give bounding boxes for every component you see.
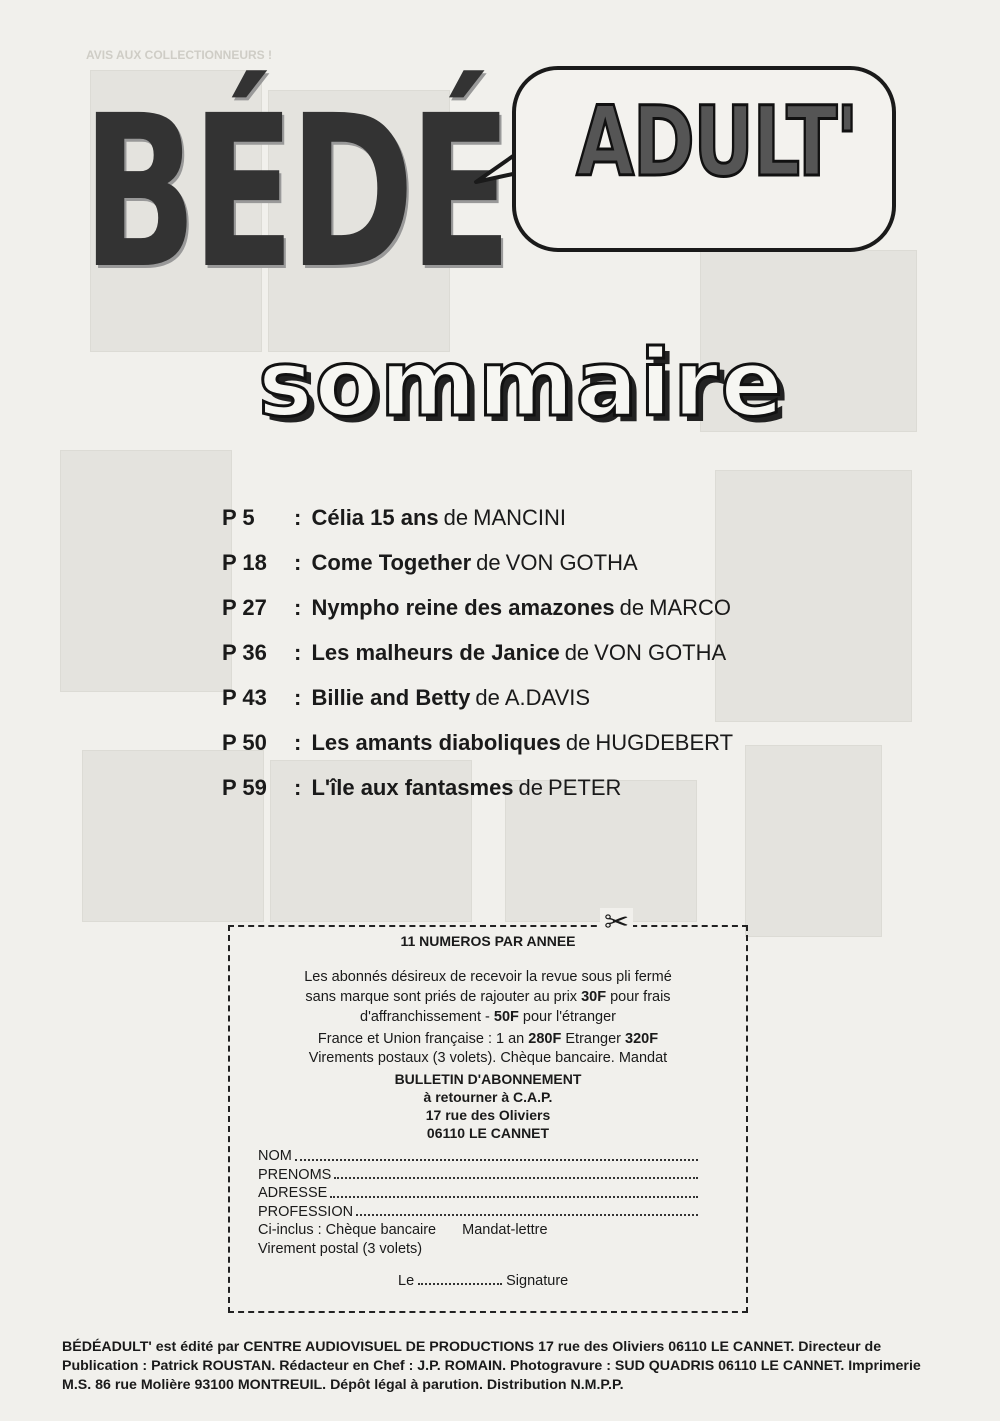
toc-title: Billie and Betty	[311, 685, 471, 710]
toc-title: Les amants diaboliques	[311, 730, 561, 755]
nom-field[interactable]	[295, 1147, 698, 1161]
option-mandat[interactable]: Mandat-lettre	[462, 1222, 548, 1238]
scissors-icon: ✂	[600, 908, 633, 938]
form-payment-options	[258, 1221, 698, 1240]
toc-author: A.DAVIS	[504, 685, 591, 710]
note-text: d'affranchissement -	[360, 1009, 490, 1025]
coupon-prices	[230, 1030, 746, 1068]
note-text: pour l'étranger	[522, 1009, 616, 1025]
toc-author: VON GOTHA	[505, 550, 638, 575]
subscription-coupon	[228, 925, 748, 1313]
toc-author: MARCO	[649, 595, 732, 620]
toc-page-number: P 59	[222, 775, 267, 800]
option-cheque[interactable]: Ci-inclus : Chèque bancaire	[258, 1222, 437, 1238]
bulletin-line: 06110 LE CANNET	[426, 1125, 550, 1141]
payment-methods: Virements postaux (3 volets). Chèque bancaire. Mandat	[308, 1050, 668, 1066]
note-text: pour frais	[610, 989, 671, 1005]
bulletin-address	[230, 1070, 746, 1142]
toc-entry: P 43 : Billie and Betty de A.DAVIS	[222, 675, 862, 720]
price-label: France et Union française : 1 an	[317, 1031, 525, 1047]
toc-de: de	[619, 595, 645, 620]
toc-de: de	[518, 775, 544, 800]
toc-de: de	[443, 505, 469, 530]
toc-de: de	[475, 685, 500, 710]
bulletin-line: à retourner à C.A.P.	[423, 1089, 553, 1105]
coupon-shipping-note	[230, 967, 746, 1027]
toc-page-number: P 43	[222, 685, 267, 710]
toc-entry: P 50 : Les amants diaboliques de HUGDEBERT	[222, 720, 862, 765]
toc-de: de	[565, 730, 591, 755]
ghost-collectors-notice: AVIS AUX COLLECTIONNEURS !	[86, 48, 273, 62]
toc-entry: P 5 : Célia 15 ans de MANCINI	[222, 495, 862, 540]
form-label: PRENOMS	[258, 1166, 332, 1183]
toc-title: Les malheurs de Janice	[311, 640, 560, 665]
signature-label: Signature	[506, 1273, 569, 1289]
publisher-imprint: BÉDÉADULT' est édité par CENTRE AUDIOVISUEL DE PRODUCTIONS 17 rue des Oliviers 06110 LE CANNET. Directeur de Publication : Patrick ROUSTAN. Rédacteur en Chef : J.P. ROMAIN. Photogravure : SUD QUADRIS 06110 LE CANNET. Imprimerie M.S. 86 rue Molière 93100 MONTREUIL. Dépôt légal à parution. Distribution N.M.P.P.	[62, 1339, 921, 1393]
ghost-panel	[60, 450, 232, 692]
date-label: Le	[398, 1273, 415, 1289]
price-france: 280F	[528, 1031, 562, 1047]
toc-page-number: P 50	[222, 730, 267, 755]
toc-entry: P 18 : Come Together de VON GOTHA	[222, 540, 862, 585]
toc-entry: P 59 : L'île aux fantasmes de PETER	[222, 765, 862, 810]
toc-page-number: P 27	[222, 595, 267, 620]
date-field[interactable]	[418, 1283, 502, 1285]
note-line: Les abonnés désireux de recevoir la revue sous pli fermé	[304, 969, 672, 985]
toc-title: L'île aux fantasmes	[311, 775, 514, 800]
signature-line	[398, 1273, 568, 1289]
form-row-nom	[258, 1147, 698, 1166]
toc-de: de	[564, 640, 590, 665]
profession-field[interactable]	[356, 1203, 698, 1217]
toc-author: VON GOTHA	[594, 640, 727, 665]
toc-entry: P 36 : Les malheurs de Janice de VON GOTHA	[222, 630, 862, 675]
toc-author: MANCINI	[473, 505, 567, 530]
price-foreign-postage: 50F	[493, 1009, 519, 1025]
form-label: PROFESSION	[258, 1203, 354, 1220]
toc-author: HUGDEBERT	[595, 730, 734, 755]
form-row-adresse	[258, 1184, 698, 1203]
table-of-contents	[222, 495, 862, 810]
price-abroad: 320F	[625, 1031, 659, 1047]
coupon-header: 11 NUMEROS PAR ANNEE	[400, 933, 576, 949]
form-row-prenoms	[258, 1166, 698, 1185]
adresse-field[interactable]	[330, 1184, 698, 1198]
form-row-profession	[258, 1203, 698, 1222]
logo-bede: BÉDÉ	[82, 70, 507, 315]
toc-page-number: P 36	[222, 640, 267, 665]
bulletin-line: BULLETIN D'ABONNEMENT	[394, 1071, 582, 1087]
form-label: ADRESSE	[258, 1185, 328, 1201]
note-text: sans marque sont priés de rajouter au prix	[305, 989, 578, 1005]
subscription-form	[258, 1147, 698, 1258]
price-sealed: 30F	[581, 989, 607, 1005]
logo-adult: ADULT'	[576, 86, 858, 198]
price-label: Etranger	[565, 1031, 621, 1047]
toc-author: PETER	[548, 775, 622, 800]
toc-title: Célia 15 ans	[311, 505, 439, 530]
bulletin-line: 17 rue des Oliviers	[425, 1107, 551, 1123]
page-title: sommaire	[258, 330, 786, 437]
toc-title: Come Together	[311, 550, 472, 575]
toc-de: de	[476, 550, 501, 575]
toc-entry: P 27 : Nympho reine des amazones de MARCO	[222, 585, 862, 630]
toc-title: Nympho reine des amazones	[311, 595, 615, 620]
form-label: NOM	[258, 1148, 292, 1164]
option-virement[interactable]: Virement postal (3 volets)	[258, 1240, 423, 1257]
toc-page-number: P 18	[222, 550, 267, 575]
toc-page-number: P 5	[222, 505, 255, 530]
prenoms-field[interactable]	[334, 1166, 698, 1180]
